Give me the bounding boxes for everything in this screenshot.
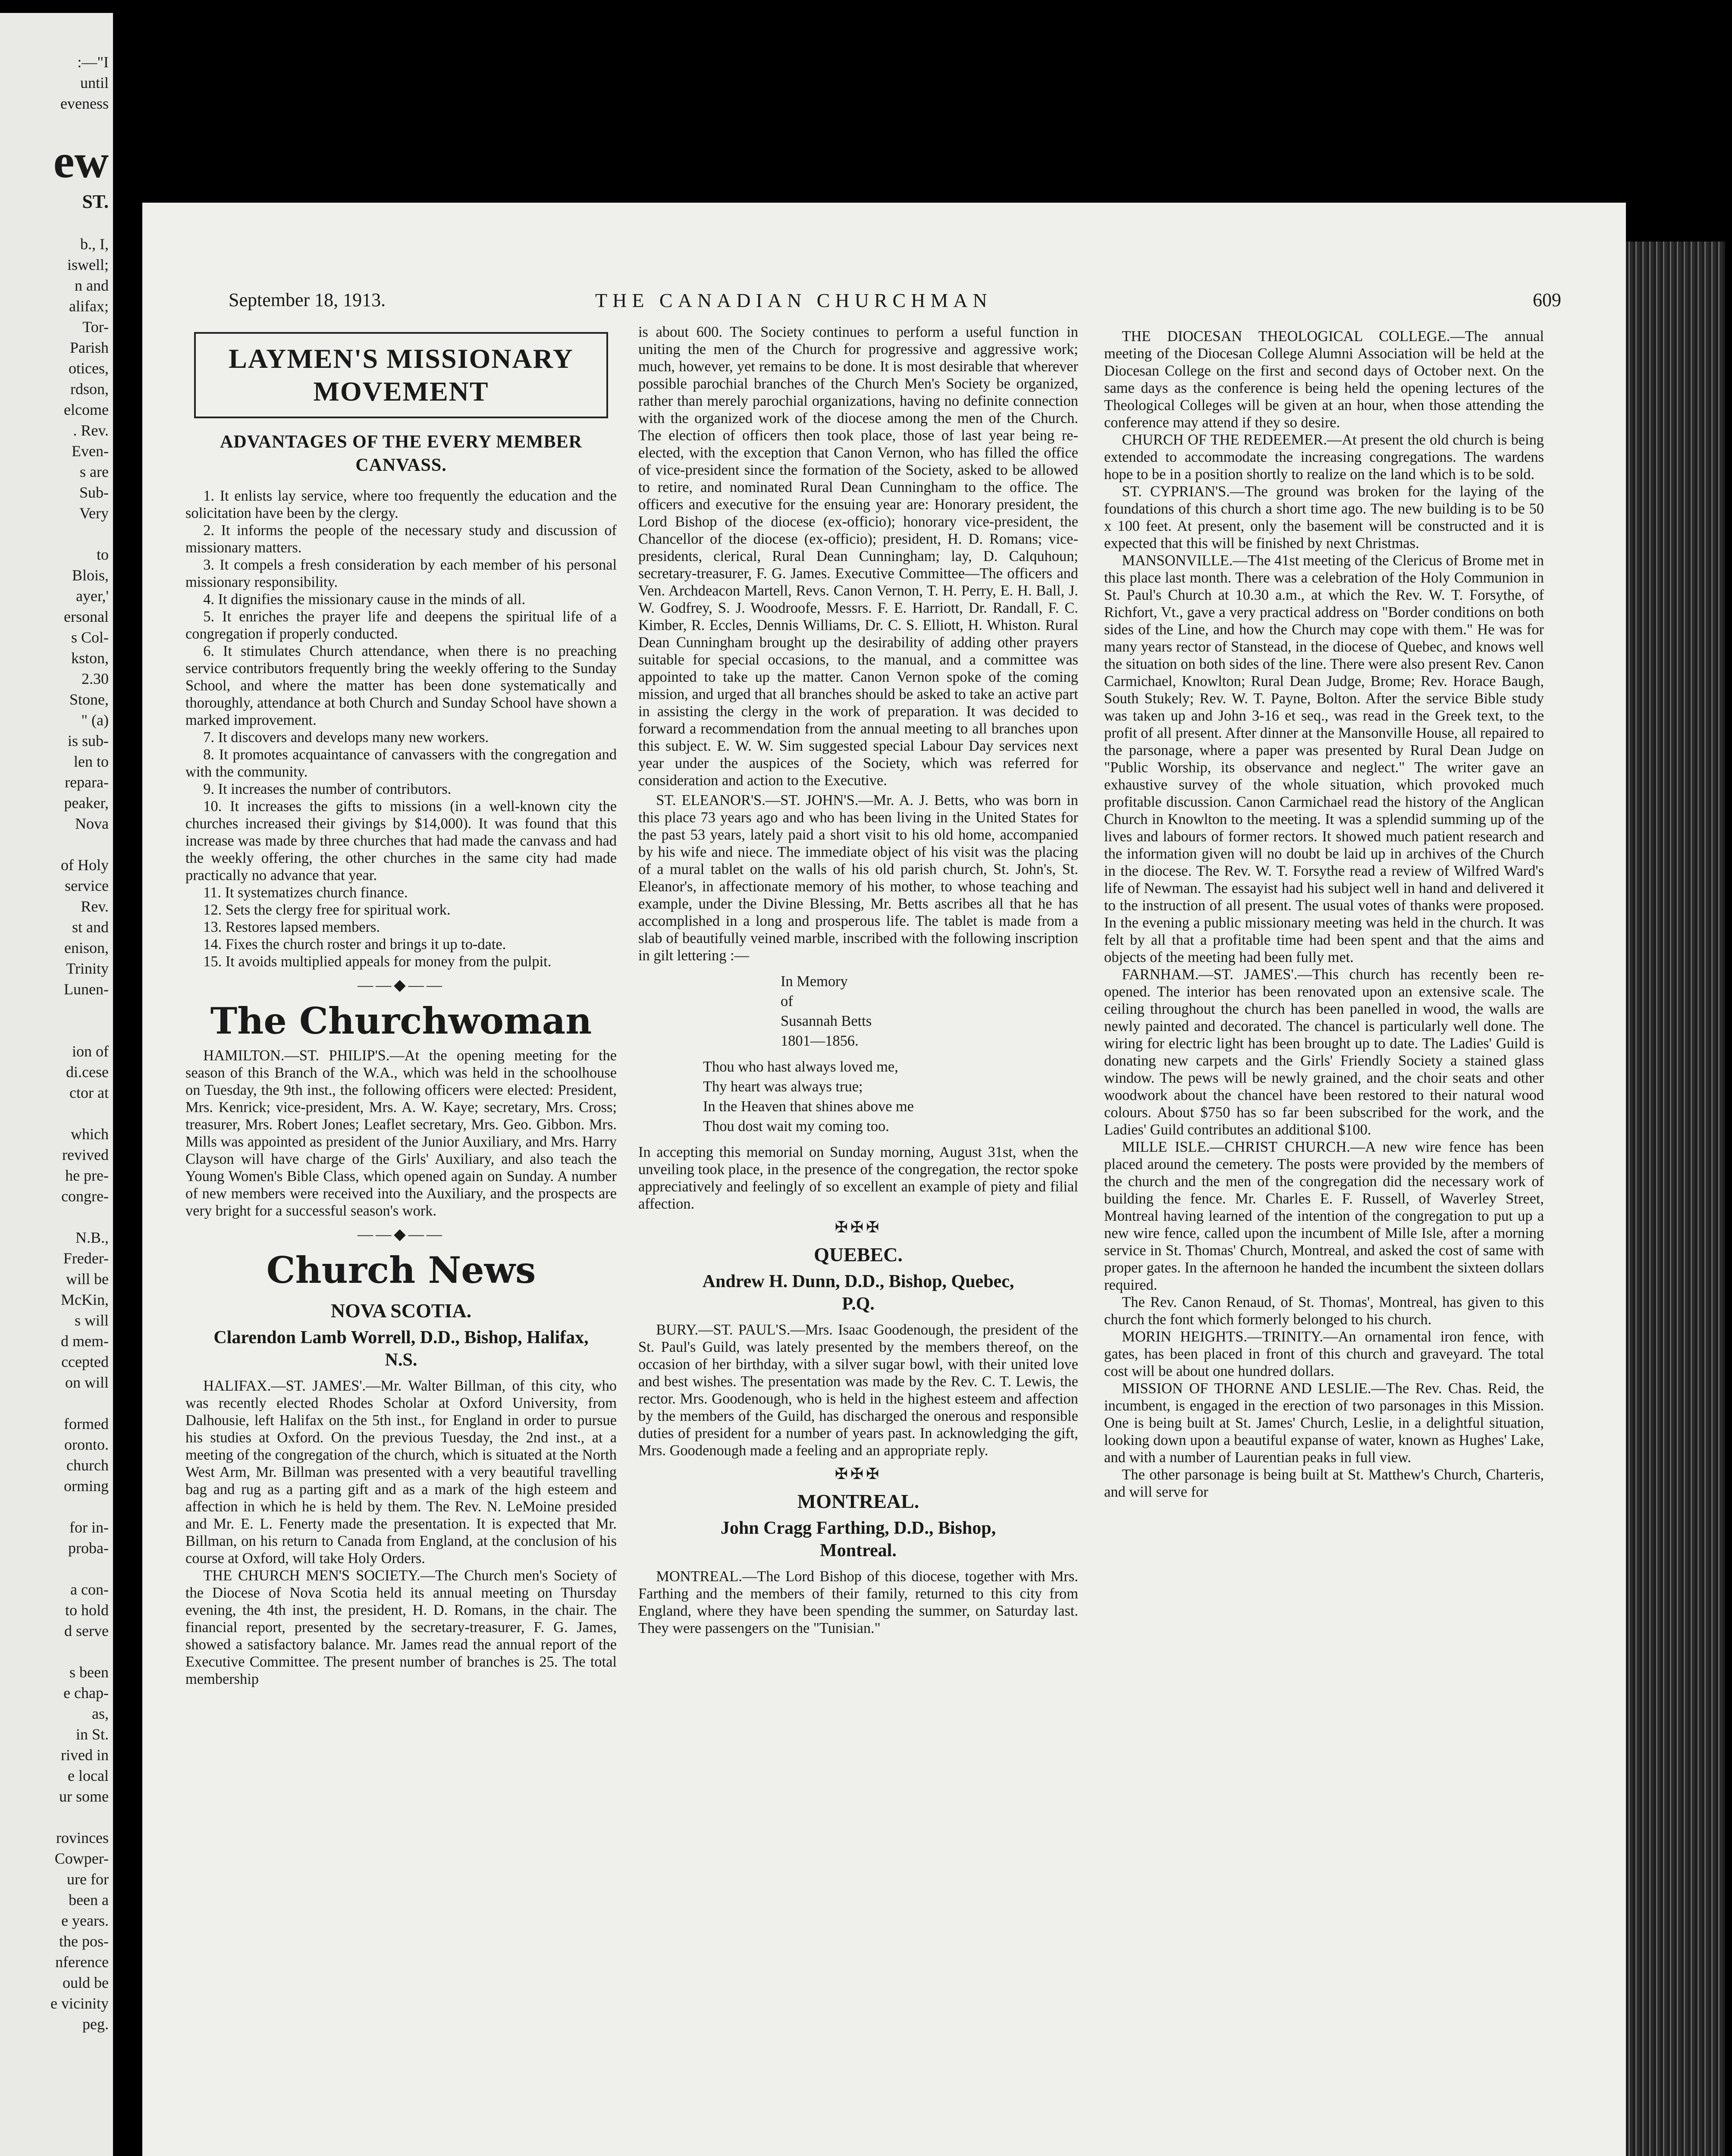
column-3 <box>1104 328 1544 1501</box>
laymen-list-item: 8. It promotes acquaintance of canvassers with the congregation and with the community. <box>185 746 617 780</box>
quebec-bishop: Andrew H. Dunn, D.D., Bishop, Quebec, P.Q. <box>702 1272 1014 1314</box>
prev-page-text-fragment: McKin, <box>61 1291 109 1308</box>
prev-page-text-fragment: Freder- <box>63 1250 109 1267</box>
prev-page-text-fragment: d serve <box>64 1622 109 1639</box>
publication-title: THE CANADIAN CHURCHMAN <box>595 289 992 311</box>
column-3-paragraph: ST. CYPRIAN'S.—The ground was broken for the laying of the foundations of this church a short time ago. The new building is to be 50 x 100 feet. At present, only the basement will be constructed and it is expected that this will be finished by next Christmas. <box>1104 483 1544 552</box>
prev-page-text-fragment: s are <box>80 463 109 480</box>
laymen-list-item: 9. It increases the number of contributors. <box>203 781 452 797</box>
laymen-heading-box: LAYMEN'S MISSIONARY MOVEMENT <box>194 332 608 418</box>
prev-page-text-fragment: ersonal <box>64 608 109 625</box>
column-3-paragraph: FARNHAM.—ST. JAMES'.—This church has recently been re-opened. The interior has been renovated upon an extensive scale. The ceiling throughout the church has been panelled in wood, the walls are newly painted and decorated. The chancel is particularly well done. The wiring for electric light has been brought up to date. The Ladies' Guild is donating new carpets and the Girls' Friendly Society a stained glass window. The pews will be newly grained, and the choir seats and other woodwork about the chancel have been restored to their natural wood colours. About $750 has so far been subscribed for the work, and the Ladies' Guild contributes an additional $100. <box>1104 966 1544 1138</box>
memorial-verse <box>703 1058 1078 1135</box>
prev-page-text-fragment: " (a) <box>81 711 109 729</box>
laymen-list-item: 12. Sets the clergy free for spiritual work. <box>203 902 451 918</box>
prev-page-text-fragment: e vicinity <box>50 1995 109 2012</box>
page-number: 609 <box>1533 289 1561 310</box>
prev-page-text-fragment: service <box>65 877 109 894</box>
prev-page-text-fragment: st and <box>72 918 109 936</box>
column-3-paragraph: The Rev. Canon Renaud, of St. Thomas', Montreal, has given to this church the font which formerly belonged to his church. <box>1104 1294 1544 1328</box>
prev-page-text-fragment: oronto. <box>64 1436 109 1453</box>
column-3-paragraph: MANSONVILLE.—The 41st meeting of the Clericus of Brome met in this place last month. There was a celebration of the Holy Communion in St. Paul's Church at 10.30 a.m., at which the Rev. W. T. Forsythe, of Richfort, Vt., gave a very practical address on "Border conditions on both sides of the Line, and how the Church may cope with them." He was for many years rector of Stanstead, in the diocese of Quebec, and knows well the situation on both sides of the line. There were also present Rev. Canon Carmichael, Knowlton; Rural Dean Judge, Brome; Rev. Horace Baugh, South Stukely; Rev. W. T. Payne, Bolton. After the service Bible study was taken up and John 3-16 et seq., was read in the Greek text, to the profit of all present. After dinner at the Mansonville House, all repaired to the parsonage, where a paper was presented by Rural Dean Judge on "Public Worship, its observance and neglect." The writer gave an exhaustive survey of the whole situation, which provoked much profitable discussion. Canon Carmichael read the history of the Anglican Church in Knowlton to the meeting. It was a splendid summing up of the lives and labours of former rectors. It showed much patient research and the information given will no doubt be laid up in archives of the Church in the diocese. The Rev. W. T. Forsythe read a review of Wilfred Ward's life of Newman. The essayist had his subject well in hand and delivered it to the instruction of all present. The usual votes of thanks were proposed. In the evening a public missionary meeting was held in the church. It was felt by all that a profitable time had been spent and that the aims and objects of the meeting had been fully met. <box>1104 552 1544 965</box>
churchwoman-body <box>185 1047 617 1219</box>
prev-page-text-fragment: been a <box>69 1891 109 1908</box>
memorial-line: of <box>781 993 793 1009</box>
laymen-list-item: 6. It stimulates Church attendance, when there is no preaching service contributors frequently bring the weekly offering to the Sunday School, and where the matter has been done systematically and thoroughly, attendance at both Church and Sunday School have shown a marked improvement. <box>185 643 617 728</box>
prev-page-text-fragment: formed <box>64 1415 109 1432</box>
prev-page-text-fragment: peg. <box>82 2015 109 2033</box>
prev-page-text-fragment: Tor- <box>82 318 109 335</box>
prev-page-text-fragment: Sub- <box>79 484 109 501</box>
divider-ornament: ——◆—— <box>358 976 445 993</box>
prev-page-text-fragment: a con- <box>70 1581 109 1598</box>
prev-page-text-fragment: N.B., <box>75 1229 109 1246</box>
prev-page-text-fragment: di.cese <box>66 1063 109 1081</box>
nova-scotia-title: NOVA SCOTIA. <box>330 1300 472 1322</box>
memorial-line: In Memory <box>781 973 848 990</box>
prev-page-text-fragment: in St. <box>75 1726 109 1743</box>
prev-page-text-fragment: rived in <box>61 1746 109 1764</box>
prev-page-text-fragment: peaker, <box>64 794 109 812</box>
prev-page-text-fragment: ur some <box>59 1788 109 1805</box>
prev-page-text-fragment: Stone, <box>69 691 109 708</box>
churchwoman-heading: The Churchwoman <box>210 1000 592 1042</box>
column-1 <box>185 328 617 1688</box>
prev-page-text-fragment: ion of <box>72 1043 109 1060</box>
prev-page-text-fragment: which <box>71 1125 109 1143</box>
prev-page-text-fragment <box>0 1000 113 1020</box>
prev-page-text-fragment: . Rev. <box>73 422 109 439</box>
verse-line: Thou dost wait my coming too. <box>703 1118 889 1134</box>
prev-page-text-fragment: ure for <box>67 1871 109 1888</box>
montreal-title: MONTREAL. <box>797 1490 919 1512</box>
laymen-list-item: 10. It increases the gifts to missions (in a well-known city the churches increased their givings by $14,000). It was found that this increase was made by three churches that had made the canvass and had the weekly offering, the other churches in the same city had made practically no advance that year. <box>185 798 617 884</box>
prev-page-text-fragment <box>0 1641 113 1662</box>
prev-page-text-fragment: of Holy <box>61 856 109 874</box>
issue-date: September 18, 1913. <box>229 289 386 310</box>
prev-page-text-fragment: to hold <box>65 1601 109 1619</box>
laymen-subheading: ADVANTAGES OF THE EVERY MEMBER CANVASS. <box>220 432 582 475</box>
section-ornament: ✠✠✠ <box>835 1219 882 1236</box>
prev-page-text-fragment: s Col- <box>71 629 109 646</box>
prev-page-st: ST. <box>82 191 109 212</box>
prev-page-text-fragment: alifax; <box>69 298 109 315</box>
prev-page-text-fragment: until <box>80 74 109 91</box>
prev-page-text-fragment: :—"I <box>77 53 109 71</box>
section-ornament: ✠✠✠ <box>835 1465 882 1482</box>
prev-page-text-fragment <box>0 523 113 544</box>
bury-paragraph: BURY.—ST. PAUL'S.—Mrs. Isaac Goodenough, the president of the St. Paul's Guild, was lately presented by the members thereof, on the occasion of her birthday, with a silver sugar bowl, with their united love and best wishes. The presentation was made by the Rev. C. T. Lewis, the rector. Mrs. Goodenough, who is held in the highest esteem and affection by the members of the Guild, has discharged the onerous and responsible duties of president for a number of years past. In acknowledging the gift, Mrs. Goodenough made a feeling and an appropriate reply. <box>638 1322 1078 1459</box>
prev-page-text-fragment: e local <box>68 1767 109 1784</box>
prev-page-text-fragment: is sub- <box>67 732 109 749</box>
verse-line: In the Heaven that shines above me <box>703 1098 914 1115</box>
memorial-inscription <box>781 973 1078 1050</box>
laymen-list-item: 4. It dignifies the missionary cause in the minds of all. <box>203 591 526 608</box>
prev-page-text-fragment: Rev. <box>81 898 109 915</box>
prev-page-text-fragment: ayer,' <box>76 587 109 605</box>
prev-page-text-fragment: ctor at <box>69 1084 109 1101</box>
prev-page-text-fragment: rdson, <box>70 380 109 398</box>
prev-page-text-fragment <box>0 1807 113 1827</box>
prev-page-text-fragment: enison, <box>64 939 109 956</box>
prev-page-text-fragment: kston, <box>71 649 109 667</box>
prev-page-text-fragment: Nova <box>75 815 109 832</box>
prev-page-text-fragment: Parish <box>70 339 109 356</box>
laymen-list-item: 1. It enlists lay service, where too frequently the education and the solicitation have been by the clergy. <box>185 488 617 521</box>
prev-page-text-fragment: Very <box>79 505 109 522</box>
prev-page-text-fragment: e years. <box>61 1912 109 1929</box>
unveiling-paragraph: In accepting this memorial on Sunday morning, August 31st, when the unveiling took place, in the presence of the congregation, the rector spoke appreciatively and feelingly of so excellent an example of piety and filial affection. <box>638 1144 1078 1212</box>
running-header <box>142 289 1626 315</box>
nova-scotia-paragraph: HALIFAX.—ST. JAMES'.—Mr. Walter Billman, of this city, who was recently elected Rhodes Scholar at Oxford University, from Dalhousie, left Halifax on the 5th inst., for England in order to pursue his studies at Oxford. On the previous Tuesday, the 2nd inst., at a meeting of the congregation of the church, which is situated at the North West Arm, Mr. Billman was presented with a very beautiful travelling bag and rug as a parting gift and as a mark of the high esteem and affection in which he is held by them. The Rev. N. LeMoine presided and Mr. E. L. Fenerty made the presentation. It is expected that Mr. Billman, on his return to Canada from England, at the conclusion of his course at Oxford, will take Holy Orders. <box>185 1378 617 1567</box>
prev-page-text-fragment: orming <box>64 1477 109 1495</box>
quebec-title: QUEBEC. <box>814 1244 903 1266</box>
prev-page-text-fragment: 2.30 <box>82 670 109 687</box>
column-3-paragraph: The other parsonage is being built at St. Matthew's Church, Charteris, and will serve for <box>1104 1467 1544 1500</box>
nova-scotia-body <box>185 1377 617 1688</box>
prev-page-text-fragment <box>0 1496 113 1517</box>
prev-page-text-fragment: Blois, <box>72 567 109 584</box>
prev-page-text-fragment: nference <box>55 1953 109 1971</box>
prev-page-heading-fragment: ew <box>53 135 109 188</box>
church-mens-society-continued: is about 600. The Society continues to perform a useful function in uniting the men of the Church for progressive and aggressive work; much, however, yet remains to be done. It is most desirable that wherever possible parochial branches of the Church Men's Society be organized, rather than merely parochial organizations, having no definite connection with the organized work of the diocese among the men of the Church. The election of officers then took place, those of last year being re-elected, with the exception that Canon Vernon, who has filled the office of vice-president since the formation of the Society, asked to be allowed to retire, and nominated Rural Dean Cunningham to the office. The officers and executive for the ensuing year are: Honorary president, the Lord Bishop of the diocese (ex-officio); honorary vice-president, the Chancellor of the diocese (ex-officio); president, H. D. Romans; vice-presidents, clerical, Rural Dean Cunningham; lay, D. Calquhoun; secretary-treasurer, F. G. James. Executive Committee—The officers and Ven. Archdeacon Martell, Revs. Canon Vernon, T. H. Perry, E. H. Ball, J. W. Godfrey, S. J. Woodroofe, Messrs. F. E. Harriott, Dr. Randall, F. C. Kimber, R. Eccles, Dennis Williams, Dr. C. S. Elliott, H. Whiston. Rural Dean Cunningham brought up the desirability of adding other prayers suitable for special occasions, to the manual, and a committee was appointed to take up the matter. Canon Vernon spoke of the coming mission, and urged that all branches should be asked to take an active part in assisting the clergy in the work of preparation. It was decided to forward a recommendation from the annual meeting to all branches upon this subject. E. W. W. Sim suggested special Labour Day services next year under the auspices of the Society, which was referred for consideration and action to the Executive. <box>638 324 1078 789</box>
prev-page-text-fragment: eveness <box>60 95 109 112</box>
prev-page-text-fragment: as, <box>92 1705 109 1722</box>
prev-page-text-fragment: ccepted <box>61 1353 109 1370</box>
prev-page-text-fragment: on will <box>65 1374 109 1391</box>
column-3-paragraph: CHURCH OF THE REDEEMER.—At present the old church is being extended to accommodate the increasing congregations. The wardens hope to be in a position shortly to realize on the land which is to be sold. <box>1104 432 1544 483</box>
prev-page-text-fragment: ould be <box>63 1974 109 1991</box>
column-3-paragraph: MISSION OF THORNE AND LESLIE.—The Rev. Chas. Reid, the incumbent, is engaged in the erection of two parsonages in this Mission. One is being built at St. James' Church, Leslie, in a delightful situation, looking down upon a beautiful expanse of water, known as Hughes' Lake, and with a number of Laurentian peaks in full view. <box>1104 1380 1544 1466</box>
nova-scotia-paragraph: THE CHURCH MEN'S SOCIETY.—The Church men's Society of the Diocese of Nova Scotia held its annual meeting on Thursday evening, the 4th inst, the president, H. D. Romans, in the chair. The financial report, presented by the secretary-treasurer, F. G. James, showed a satisfactory balance. Mr. James read the annual report of the Executive Committee. The present number of branches is 25. The total membership <box>185 1567 617 1687</box>
prev-page-text-fragment <box>0 1558 113 1579</box>
laymen-list-item: 15. It avoids multiplied appeals for money from the pulpit. <box>203 953 552 970</box>
prev-page-text-fragment: the pos- <box>59 1933 109 1950</box>
prev-page-text-fragment <box>0 1020 113 1041</box>
book-spine <box>1626 241 1725 2156</box>
prev-page-text-fragment: rovinces <box>56 1829 109 1846</box>
prev-page-text-fragment: otices, <box>69 360 109 377</box>
prev-page-text-fragment: Lunen- <box>64 981 109 998</box>
prev-page-text-fragment: Cowper- <box>54 1850 109 1867</box>
laymen-list-item: 7. It discovers and develops many new workers. <box>203 729 489 746</box>
divider-ornament: ——◆—— <box>358 1225 445 1243</box>
prev-page-text-fragment: church <box>66 1457 109 1474</box>
prev-page-text-fragment <box>0 1103 113 1124</box>
laymen-list-item: 2. It informs the people of the necessary study and discussion of missionary matters. <box>185 522 617 556</box>
prev-page-text-fragment: Trinity <box>66 960 109 977</box>
prev-page-text-fragment <box>0 1206 113 1227</box>
memorial-line: Susannah Betts <box>781 1013 872 1029</box>
prev-page-text-fragment: he pre- <box>65 1167 109 1184</box>
prev-page-text-fragment: congre- <box>61 1188 109 1205</box>
laymen-list <box>185 487 617 970</box>
column-3-paragraph: MILLE ISLE.—CHRIST CHURCH.—A new wire fence has been placed around the cemetery. The posts were provided by the members of the church and the men of the congregation did the necessary work of building the fence. Mr. Charles E. F. Russell, of Waverley Street, Montreal having learned of the intention of the congregation to put up a new wire fence, called upon the incumbent of Mille Isle, after a morning service in St. Thomas' Church, Montreal, and asked the cost of same with proper gates. In the afternoon he handed the incumbent the sixteen dollars required. <box>1104 1139 1544 1293</box>
nova-scotia-bishop: Clarendon Lamb Worrell, D.D., Bishop, Halifax, N.S. <box>213 1328 589 1370</box>
montreal-bishop: John Cragg Farthing, D.D., Bishop, Montreal. <box>720 1518 996 1561</box>
column-3-paragraph: MORIN HEIGHTS.—TRINITY.—An ornamental iron fence, with gates, has been placed in front of this church and graveyard. The total cost will be about one hundred dollars. <box>1104 1329 1544 1379</box>
verse-line: Thy heart was always true; <box>703 1078 863 1095</box>
prev-page-text-fragment: will be <box>66 1270 109 1288</box>
laymen-list-item: 13. Restores lapsed members. <box>203 919 380 935</box>
prev-page-text-fragment: n and <box>75 277 109 294</box>
church-news-heading: Church News <box>266 1249 536 1291</box>
memorial-line: 1801—1856. <box>781 1033 859 1049</box>
prev-page-text-fragment: revived <box>62 1146 109 1163</box>
prev-page-text-fragment <box>0 834 113 855</box>
prev-page-text-fragment: s will <box>74 1312 109 1329</box>
st-eleanors-paragraph: ST. ELEANOR'S.—ST. JOHN'S.—Mr. A. J. Betts, who was born in this place 73 years ago and who has been living in the United States for the past 53 years, lately paid a short visit to his old home, accompanied by his wife and niece. The immediate object of his visit was the placing of a mural tablet on the walls of his old parish church, St. John's, St. Eleanor's, in affectionate memory of his mother, to whose teaching and example, under the Divine Blessing, Mr. Betts ascribes all that he has accomplished in a long and prosperous life. The tablet is made from a slab of beautifully veined marble, inscribed with the following inscription in gilt lettering :— <box>638 792 1078 964</box>
prev-page-text-fragment: e chap- <box>63 1684 109 1702</box>
laymen-list-item: 11. It systematizes church finance. <box>203 884 408 901</box>
column-3-paragraph: THE DIOCESAN THEOLOGICAL COLLEGE.—The annual meeting of the Diocesan College Alumni Association will be held at the Diocesan College on the first and second days of October next. On the same days as the conference is being held the opening lectures of the Theological Colleges will be given at an hour, when those attending the conference may attend if they so desire. <box>1104 328 1544 431</box>
laymen-list-item: 5. It enriches the prayer life and deepens the spiritual life of a congregation if properly conducted. <box>185 608 617 642</box>
laymen-list-item: 3. It compels a fresh consideration by each member of his personal missionary responsibility. <box>185 557 617 590</box>
prev-page-text-fragment: len to <box>74 753 109 770</box>
prev-page-text-fragment: iswell; <box>67 256 109 273</box>
prev-page-text-fragment: repara- <box>65 774 109 791</box>
prev-page-text-fragment: for in- <box>69 1519 109 1536</box>
prev-page-text-fragment: to <box>96 546 109 563</box>
prev-page-text-fragment: s been <box>69 1664 109 1681</box>
prev-page-text-fragment: proba- <box>68 1539 109 1557</box>
column-2 <box>638 323 1078 1637</box>
laymen-list-item: 14. Fixes the church roster and brings it up to-date. <box>203 936 506 953</box>
montreal-paragraph: MONTREAL.—The Lord Bishop of this diocese, together with Mrs. Farthing and the members of their family, returned to this city from England, where they have been spending the summer, on Saturday last. They were passengers on the "Tunisian." <box>638 1568 1078 1636</box>
prev-page-text-fragment: b., I, <box>80 235 109 253</box>
prev-page-text-fragment: d mem- <box>61 1332 109 1350</box>
newspaper-page <box>142 203 1626 2156</box>
previous-page-edge <box>0 13 113 2156</box>
prev-page-text-fragment <box>0 1393 113 1413</box>
churchwoman-paragraph: HAMILTON.—ST. PHILIP'S.—At the opening meeting for the season of this Branch of the W.A., which was held in the schoolhouse on Tuesday, the 9th inst., the following officers were elected: President, Mrs. Kenrick; vice-president, Mrs. A. W. Kaye; secretary, Mrs. Cross; treasurer, Mrs. Robert Jones; Leaflet secretary, Mrs. Geo. Gibbon. Mrs. Mills was appointed as president of the Junior Auxiliary, and Mrs. Harry Clayson will have charge of the Girls' Auxiliary, and also teach the Young Women's Bible Class, which opened again on Sunday. A number of new members were received into the Auxiliary, and the prospects are very bright for a successful season's work. <box>185 1047 617 1219</box>
verse-line: Thou who hast always loved me, <box>703 1059 898 1075</box>
prev-page-text-fragment: Even- <box>72 442 109 460</box>
prev-page-text-fragment: elcome <box>64 401 109 418</box>
